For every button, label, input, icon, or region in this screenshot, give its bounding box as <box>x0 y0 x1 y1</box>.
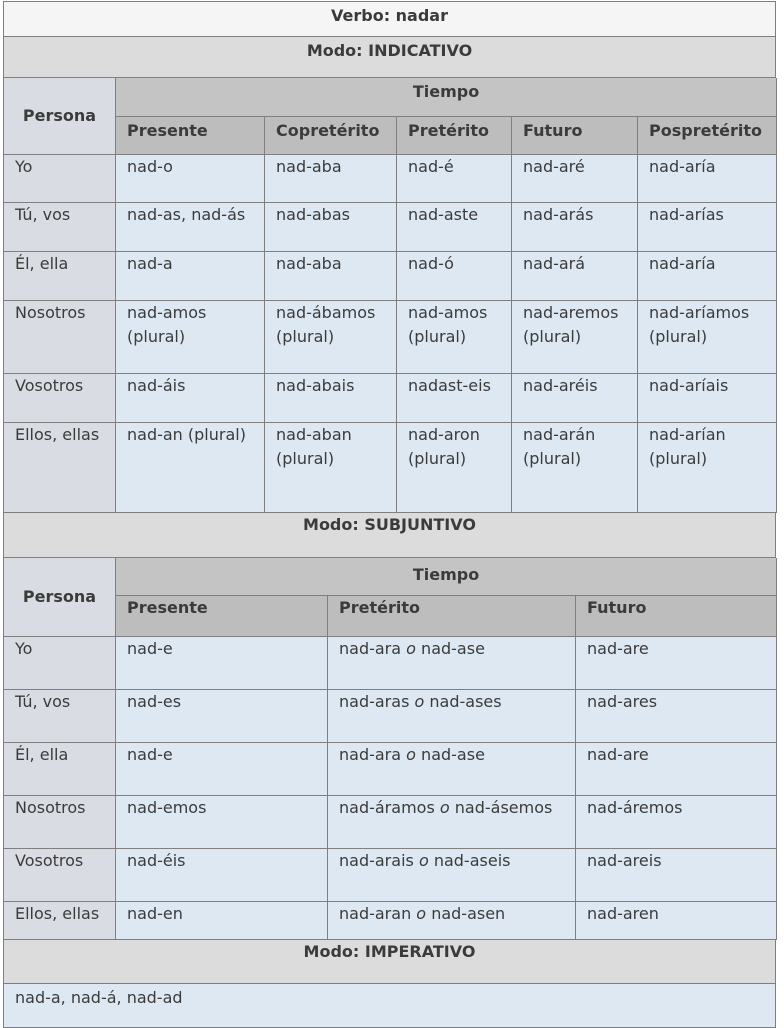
conjugation-cell: nad-éis <box>116 849 328 902</box>
table-row <box>4 796 777 849</box>
table-row <box>4 202 777 251</box>
mode-imperativo-title: Modo: IMPERATIVO <box>3 940 776 984</box>
connector-o: o <box>418 851 429 870</box>
conjugation-cell: nad-en <box>116 902 328 940</box>
conjugation-cell: nad-e <box>116 743 328 796</box>
conjugation-cell: nad-aríamos (plural) <box>638 300 777 373</box>
conjugation-cell: nad-aremos (plural) <box>512 300 638 373</box>
persona-cell: Yo <box>4 637 116 690</box>
conjugation-cell: nad-aría <box>638 154 777 202</box>
conjugation-cell: nad-aríais <box>638 373 777 422</box>
table-row <box>4 422 777 512</box>
conjugation-cell <box>328 796 576 849</box>
indicativo-rows <box>4 154 777 512</box>
preterito-form-a: nad-ara <box>339 745 402 764</box>
persona-header: Persona <box>4 78 116 154</box>
persona-cell: Vosotros <box>4 849 116 902</box>
conjugation-cell: nad-arás <box>512 202 638 251</box>
preterito-form-a: nad-ara <box>339 639 402 658</box>
preterito-form-a: nad-aran <box>339 904 412 923</box>
conjugation-cell <box>328 690 576 743</box>
indicativo-table <box>3 78 777 513</box>
conjugation-cell <box>328 849 576 902</box>
tiempo-header: Tiempo <box>116 78 777 116</box>
conjugation-cell: nad-amos (plural) <box>116 300 265 373</box>
table-row <box>4 902 777 940</box>
conjugation-cell <box>328 637 576 690</box>
persona-cell: Tú, vos <box>4 690 116 743</box>
table-row <box>4 251 777 300</box>
connector-o: o <box>406 745 416 764</box>
conjugation-cell: nad-abais <box>265 373 397 422</box>
conjugation-cell: nad-aréis <box>512 373 638 422</box>
persona-cell: Nosotros <box>4 796 116 849</box>
table-row <box>4 743 777 796</box>
table-row <box>4 154 777 202</box>
persona-cell: Vosotros <box>4 373 116 422</box>
table-row <box>4 690 777 743</box>
conjugation-cell: nad-are <box>576 637 777 690</box>
conjugation-cell: nad-aren <box>576 902 777 940</box>
imperativo-forms: nad-a, nad-á, nad-ad <box>3 984 776 1028</box>
indicativo-column-headers <box>4 116 777 154</box>
column-header: Pretérito <box>397 116 512 154</box>
persona-cell: Él, ella <box>4 743 116 796</box>
column-header: Presente <box>116 116 265 154</box>
table-row <box>4 849 777 902</box>
table-row <box>4 637 777 690</box>
connector-o: o <box>439 798 450 817</box>
column-header: Pretérito <box>328 596 576 637</box>
conjugation-cell: nadast-eis <box>397 373 512 422</box>
conjugation-cell: nad-amos (plural) <box>397 300 512 373</box>
table-row <box>4 300 777 373</box>
preterito-form-b: nad-ases <box>429 692 502 711</box>
conjugation-cell: nad-abas <box>265 202 397 251</box>
conjugation-cell: nad-o <box>116 154 265 202</box>
preterito-form-b: nad-aseis <box>433 851 511 870</box>
persona-cell: Nosotros <box>4 300 116 373</box>
preterito-form-b: nad-ásemos <box>454 798 553 817</box>
conjugation-cell: nad-aron (plural) <box>397 422 512 512</box>
preterito-form-a: nad-aras <box>339 692 410 711</box>
preterito-form-b: nad-ase <box>421 639 485 658</box>
conjugation-cell: nad-areis <box>576 849 777 902</box>
conjugation-cell: nad-aba <box>265 251 397 300</box>
conjugation-cell: nad-é <box>397 154 512 202</box>
conjugation-cell: nad-are <box>576 743 777 796</box>
conjugation-cell: nad-emos <box>116 796 328 849</box>
conjugation-cell: nad-aba <box>265 154 397 202</box>
preterito-form-a: nad-arais <box>339 851 414 870</box>
persona-cell: Ellos, ellas <box>4 422 116 512</box>
conjugation-cell: nad-aré <box>512 154 638 202</box>
conjugation-cell: nad-es <box>116 690 328 743</box>
connector-o: o <box>416 904 427 923</box>
preterito-form-a: nad-áramos <box>339 798 435 817</box>
conjugation-cell: nad-aban (plural) <box>265 422 397 512</box>
persona-header: Persona <box>4 558 116 637</box>
subjuntivo-rows <box>4 637 777 940</box>
column-header: Pospretérito <box>638 116 777 154</box>
column-header: Futuro <box>576 596 777 637</box>
preterito-form-b: nad-asen <box>431 904 506 923</box>
preterito-form-b: nad-ase <box>421 745 485 764</box>
persona-cell: Tú, vos <box>4 202 116 251</box>
mode-indicativo-title: Modo: INDICATIVO <box>3 37 776 78</box>
persona-cell: Él, ella <box>4 251 116 300</box>
verb-title: Verbo: nadar <box>3 1 776 37</box>
connector-o: o <box>406 639 416 658</box>
conjugation-cell: nad-áis <box>116 373 265 422</box>
persona-cell: Ellos, ellas <box>4 902 116 940</box>
subjuntivo-column-headers <box>4 596 777 637</box>
conjugation-cell: nad-aría <box>638 251 777 300</box>
conjugation-cell: nad-áremos <box>576 796 777 849</box>
conjugation-cell: nad-arías <box>638 202 777 251</box>
conjugation-cell: nad-e <box>116 637 328 690</box>
conjugation-table <box>3 1 776 1028</box>
conjugation-cell: nad-ó <box>397 251 512 300</box>
conjugation-cell: nad-ará <box>512 251 638 300</box>
conjugation-cell <box>328 902 576 940</box>
column-header: Futuro <box>512 116 638 154</box>
conjugation-cell: nad-ares <box>576 690 777 743</box>
conjugation-cell: nad-ábamos (plural) <box>265 300 397 373</box>
conjugation-cell: nad-arían (plural) <box>638 422 777 512</box>
subjuntivo-table <box>3 558 777 941</box>
conjugation-cell <box>328 743 576 796</box>
conjugation-cell: nad-as, nad-ás <box>116 202 265 251</box>
column-header: Presente <box>116 596 328 637</box>
conjugation-cell: nad-an (plural) <box>116 422 265 512</box>
persona-cell: Yo <box>4 154 116 202</box>
conjugation-cell: nad-a <box>116 251 265 300</box>
mode-subjuntivo-title: Modo: SUBJUNTIVO <box>3 513 776 558</box>
conjugation-cell: nad-arán (plural) <box>512 422 638 512</box>
tiempo-header: Tiempo <box>116 558 777 596</box>
column-header: Copretérito <box>265 116 397 154</box>
connector-o: o <box>414 692 425 711</box>
conjugation-cell: nad-aste <box>397 202 512 251</box>
table-row <box>4 373 777 422</box>
